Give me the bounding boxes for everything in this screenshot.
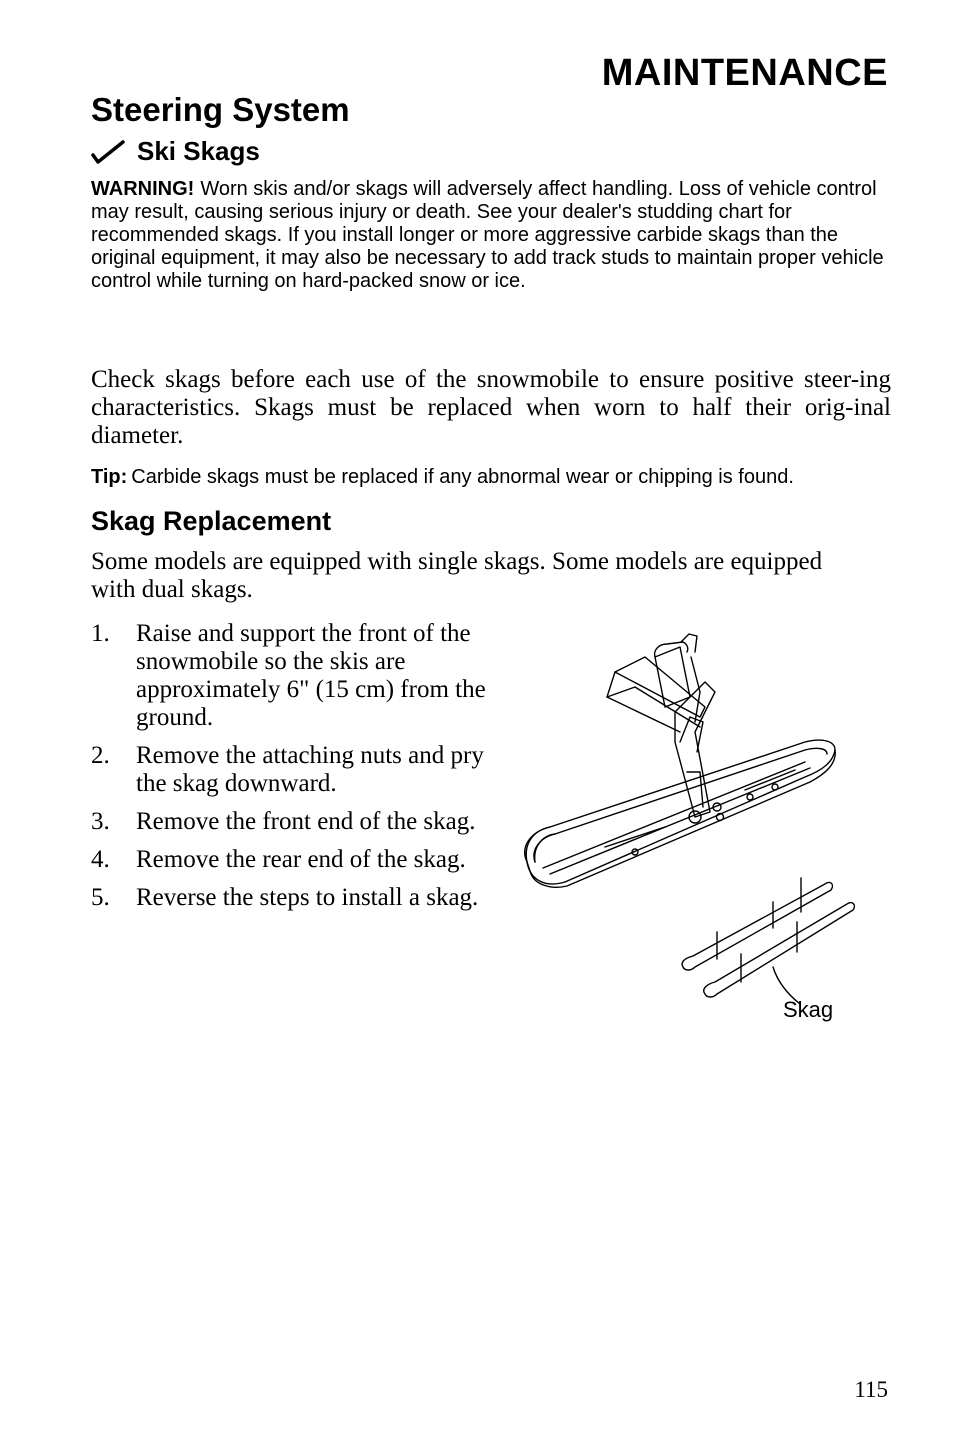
warning-block (91, 178, 891, 293)
section-title: Steering System (91, 91, 350, 128)
steps-list (91, 620, 491, 922)
page-header: MAINTENANCE (601, 52, 888, 94)
list-item (91, 808, 491, 836)
tip-text: Carbide skags must be replaced if any abnormal wear or chipping is found. (131, 466, 794, 488)
step-text: Reverse the steps to install a skag. (136, 884, 479, 911)
step-text: Remove the rear end of the skag. (136, 846, 466, 873)
replacement-heading: Skag Replacement (91, 506, 332, 536)
warning-label: WARNING! (91, 178, 195, 200)
step-text: Raise and support the front of the snowmobile so the skis are approximately 6" (15 cm) from the ground. (136, 620, 486, 731)
step-text: Remove the front end of the skag. (136, 808, 476, 835)
replacement-intro: Some models are equipped with single skags. Some models are equipped with dual skags. (91, 548, 823, 603)
step-text: Remove the attaching nuts and pry the skag downward. (136, 742, 484, 797)
step-number: 4. (91, 846, 110, 873)
ski-drawing (505, 622, 865, 1032)
step-number: 2. (91, 742, 110, 769)
ski-skag-illustration (505, 622, 865, 1032)
page-number: 115 (854, 1377, 888, 1402)
subsection-title: Ski Skags (137, 136, 260, 166)
tip-label: Tip: (91, 466, 128, 488)
list-item (91, 620, 491, 732)
checkmark-icon (91, 139, 125, 165)
body-paragraph: Check skags before each use of the snowmobile to ensure positive steer-ing characteristics. Skags must be replaced when worn to half their orig-inal diameter. (91, 366, 891, 449)
step-number: 5. (91, 884, 110, 911)
list-item (91, 884, 491, 912)
list-item (91, 742, 491, 798)
subsection-heading (91, 136, 260, 167)
shock-absorber (655, 647, 690, 707)
dual-skag (682, 878, 854, 1004)
step-number: 3. (91, 808, 110, 835)
step-number: 1. (91, 620, 110, 647)
tip-block (91, 465, 901, 489)
skag-callout-label: Skag (783, 997, 834, 1022)
warning-text: Worn skis and/or skags will adversely affect handling. Loss of vehicle control may result, causing serious injury or death. See your dealer's studding chart for recommended skags. If you install longer or more aggressive carbide skags than the original equipment, it may also be necessary to add track studs to maintain proper vehicle control while turning on hard-packed snow or ice. (91, 178, 884, 292)
list-item (91, 846, 491, 874)
spindle (675, 682, 715, 817)
